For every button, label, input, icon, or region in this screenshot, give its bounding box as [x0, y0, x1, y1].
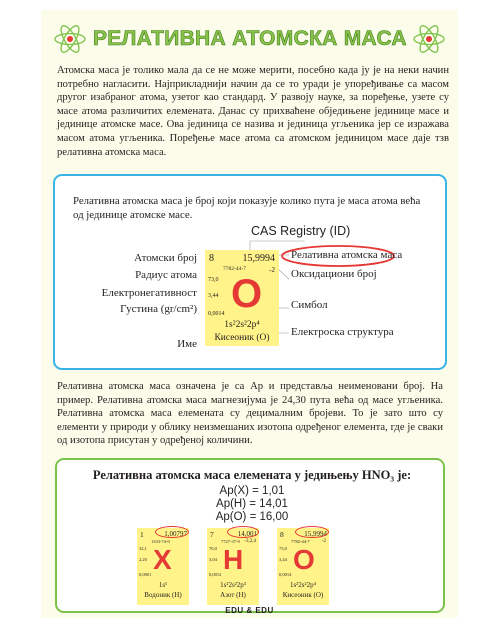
equation-line: Ap(O) = 16,00 [215, 511, 289, 523]
example-box [55, 458, 445, 613]
mass-highlight-ring [227, 526, 259, 538]
atomic-radius: 73,0 [279, 546, 287, 551]
electron-configuration: 1s²2s²2p³ [220, 581, 246, 589]
equation-line: Ap(H) = 14,01 [216, 498, 288, 510]
cas-number: 7727-37-9 [221, 539, 240, 544]
cas-label: CAS Registry (ID) [251, 224, 351, 238]
atomic-number: 8 [280, 530, 284, 539]
intro-paragraph: Атомска маса је толико мала да се не може мерити, посебно када ју је на неки начин потребно нагласити. Најприкладнији начин да се то уради је упоређивање са масом другог изабраног атома, узетог као стандард. У развоју науке, за поређење, узете су масе атома различитих елемената. Данас су прихваћене обједињене јединице масе и јединице атомске масе. Ова јединица се назива и јединица угљеника јер се изражава масом атома угљеника. Поређење масе атома са атомском јединицом масе даје тзв релативна атомска маса. [57, 65, 449, 158]
atomic-number: 8 [209, 253, 214, 264]
symbol-label: Симбол [291, 299, 328, 311]
cas-number: 7782-44-7 [291, 539, 310, 544]
mass-highlight-ring [155, 526, 189, 538]
density: 0,0014 [208, 311, 225, 317]
oxidation-number: -3,2,4 [244, 539, 256, 544]
atomic-mass: 14,001 [237, 530, 257, 538]
oxidation-label: Оксидациони број [291, 268, 377, 280]
publisher-logo: EDU & EDU [225, 606, 274, 615]
cas-number: 1333-74-0 [151, 539, 170, 544]
element-symbol: O [231, 272, 263, 316]
name-label: Име [177, 338, 197, 350]
electronegativity: 3,44 [279, 557, 287, 562]
element-symbol: X [153, 544, 172, 575]
atomic-number: 7 [210, 530, 214, 539]
electron-configuration: 1s²2s²2p⁴ [289, 581, 317, 589]
cas-number: 7782-44-7 [223, 266, 246, 272]
atomic-mass: 1,00797 [164, 530, 187, 538]
poster [41, 10, 458, 618]
electronegativity: 3,44 [208, 293, 219, 299]
atom-icon [53, 22, 87, 56]
title-banner [41, 16, 458, 58]
element-card-hydrogen [137, 528, 189, 605]
electron-configuration: 1s¹ [158, 581, 168, 589]
element-card-oxygen [277, 528, 329, 605]
electron-configuration: 1s²2s²2p⁴ [224, 320, 260, 330]
element-symbol: H [223, 544, 244, 575]
oxidation-number: -2 [269, 266, 275, 274]
density: 0,0014 [279, 572, 292, 577]
example-title: Релативна атомска маса елемената у једињењу HNO₃ је: [92, 468, 412, 482]
radius-label: Радиус атома [135, 269, 197, 281]
atomic-mass: 15,9994 [242, 253, 275, 264]
density: 0,0001 [139, 572, 152, 577]
atom-icon [412, 22, 446, 56]
page-title: РЕЛАТИВНА АТОМСКА МАСА [93, 27, 407, 50]
element-card-nitrogen [207, 528, 259, 605]
electronegativity: 3,04 [209, 557, 217, 562]
atomic-radius: 70,0 [209, 546, 217, 551]
electronegativity-label: Електронегативност [101, 287, 197, 299]
explanation-paragraph: Релативна атомска маса означена је са Ар и представља неименовани број. На пример. Релативна атомска маса магнезијума је 24,30 пута већа од масе угљеника. Релативна атомска маса елемената су децималним бројеви. То је зато што су елементи у природи у облику неизмешаних изотопа одређеног елемента, где је сваки од изотопа присутан у одређеној количини. [57, 381, 443, 447]
equation-line: Ap(X) = 1,01 [219, 485, 285, 497]
element-name: Водоник (Н) [144, 591, 182, 599]
definition-box [53, 174, 447, 370]
atomic-number-label: Атомски број [134, 252, 197, 264]
oxidation-number: -2 [321, 539, 326, 544]
element-name: Азот (Н) [220, 591, 246, 599]
density-label: Густина (gr/cm²) [120, 303, 197, 315]
atomic-radius: 73,0 [208, 277, 219, 283]
definition-text: Релативна атомска маса је број који показује колико пута је маса атома већа од јединице атомске масе. [73, 195, 421, 221]
atomic-number: 1 [140, 530, 144, 539]
atomic-mass: 15,9994 [304, 530, 327, 538]
element-symbol: O [293, 544, 315, 575]
relative-mass-label: Релативна атомска маса [291, 249, 403, 261]
density: 0,0012 [209, 572, 222, 577]
electronegativity: 2,20 [139, 557, 147, 562]
element-name: Кисеоник (О) [282, 591, 324, 599]
element-name: Кисеоник (О) [214, 333, 270, 343]
mass-highlight-ring [295, 526, 329, 538]
atomic-radius: 32,1 [139, 546, 147, 551]
configuration-label: Електроска структура [291, 326, 394, 338]
oxygen-element-card [205, 250, 279, 346]
